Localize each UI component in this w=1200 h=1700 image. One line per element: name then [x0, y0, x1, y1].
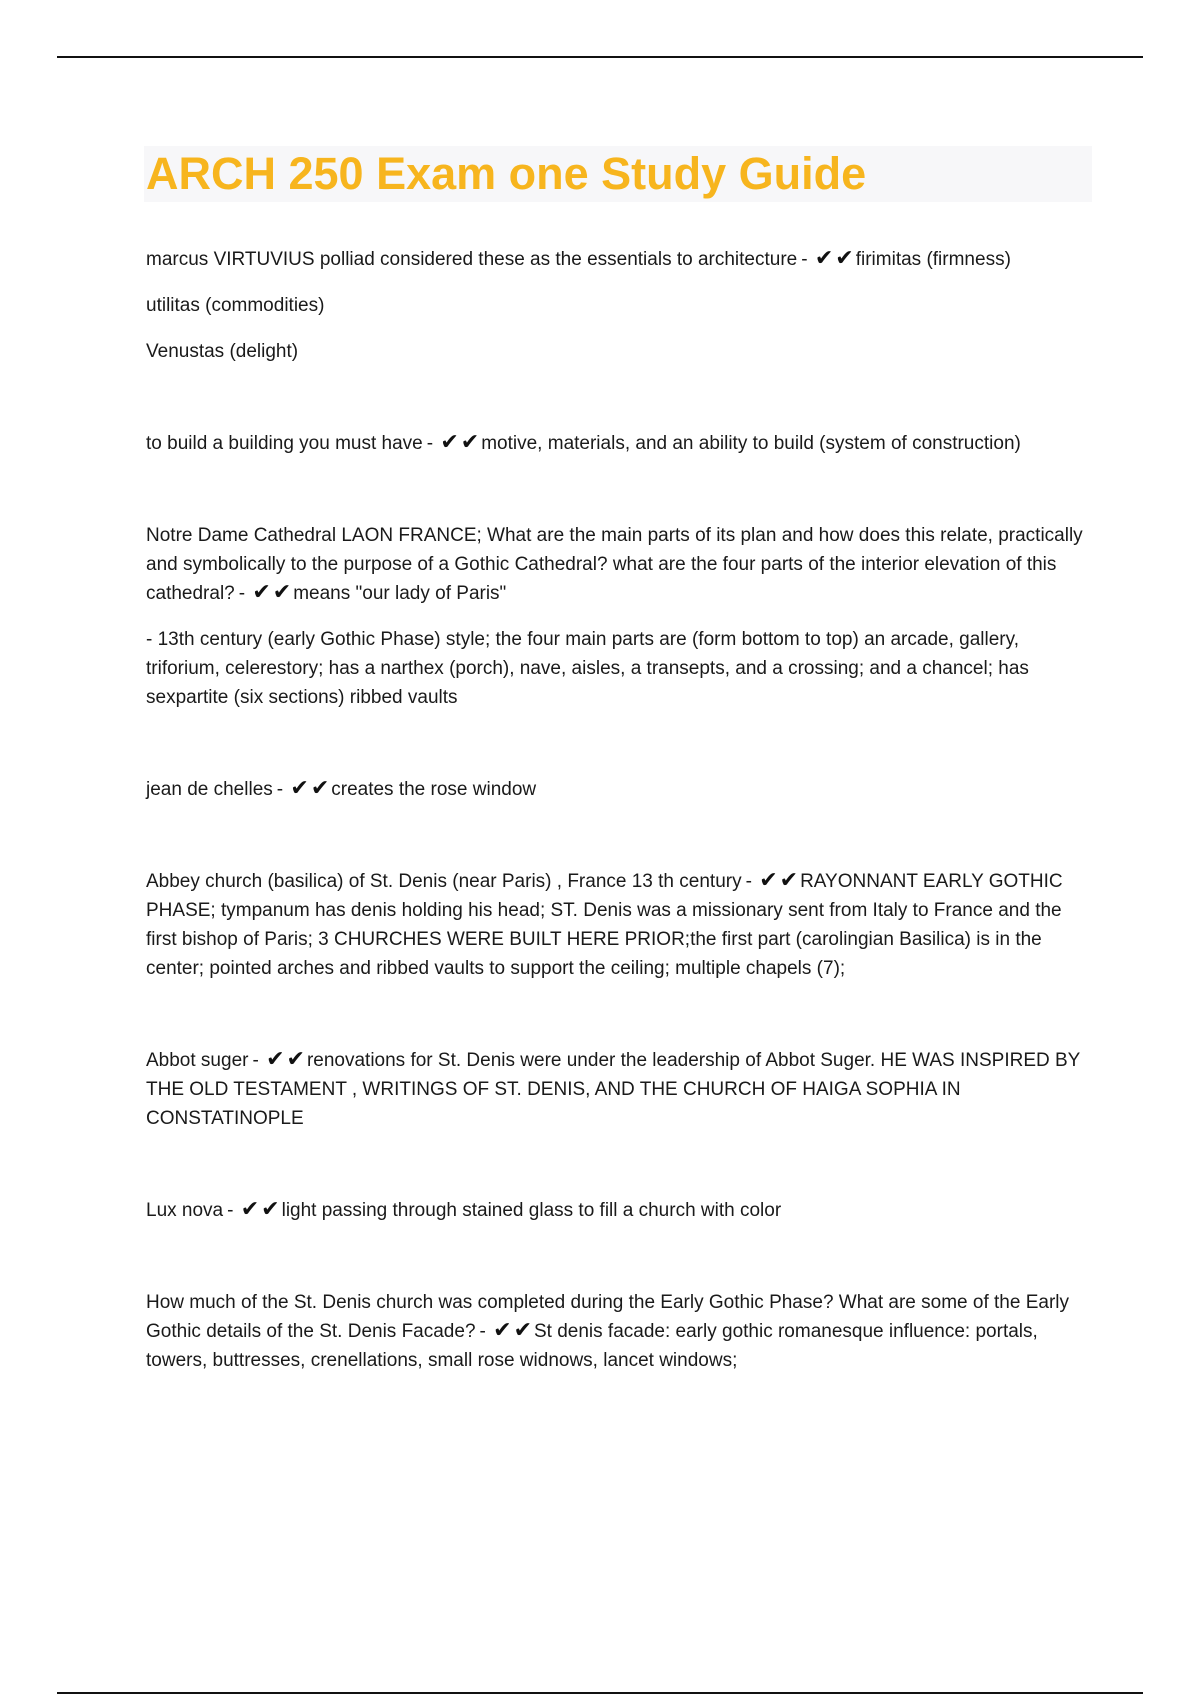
answer-text: firimitas (firmness) — [855, 249, 1011, 270]
separator: - — [227, 1200, 234, 1221]
answer-detail: - 13th century (early Gothic Phase) style; the four main parts are (form bottom to top) an arcade, gallery, triforium, celerestory; has a narthex (porch), nave, aisles, a transepts, and a crossing; and a chancel; has sexpartite (six sections) ribbed vaults — [146, 629, 1029, 708]
answer-text: renovations for St. Denis were under the leadership of Abbot Suger. HE WAS INSPIRED BY THE OLD TESTAMENT , WRITINGS OF ST. DENIS, AND THE CHURCH OF HAIGA SOPHIA IN CONSTATINOPLE — [146, 1050, 1081, 1129]
answer-line: utilitas (commodities) — [146, 295, 325, 316]
flashcard — [146, 521, 1092, 712]
flashcard — [146, 867, 1092, 983]
separator: - — [252, 1050, 259, 1071]
check-mark-icon: ✔ — [513, 1318, 532, 1343]
question-text: How much of the St. Denis church was completed during the Early Gothic Phase? What are some of the Early Gothic details of the St. Denis Facade? — [146, 1292, 1069, 1342]
flashcard-line — [146, 1196, 1092, 1225]
flashcard-line — [146, 521, 1092, 608]
separator: - — [276, 779, 284, 800]
check-mark-icon: ✔ — [835, 246, 854, 271]
flashcard — [146, 1288, 1092, 1375]
check-mark-icon: ✔ — [261, 1197, 280, 1222]
flashcard-line — [146, 775, 1092, 804]
check-mark-icon: ✔ — [460, 430, 480, 455]
flashcard-line — [146, 1288, 1092, 1375]
question-text: Lux nova — [146, 1200, 224, 1221]
flashcard — [146, 429, 1092, 458]
check-mark-icon: ✔ — [310, 776, 330, 801]
flashcard-line — [146, 867, 1092, 983]
flashcard-line — [146, 245, 1092, 274]
answer-text: means "our lady of Paris" — [293, 583, 507, 604]
answer-text: RAYONNANT EARLY GOTHIC PHASE; tympanum has denis holding his head; ST. Denis was a missionary sent from Italy to France and the first bishop of Paris; 3 CHURCHES WERE BUILT HERE PRIOR;the first part (carolingian Basilica) is in the center; pointed arches and ribbed vaults to support the ceiling; multiple chapels (7); — [146, 871, 1063, 979]
flashcard — [146, 1196, 1092, 1225]
page-title: ARCH 250 Exam one Study Guide — [146, 148, 867, 199]
separator: - — [479, 1321, 486, 1342]
separator: - — [238, 583, 246, 604]
flashcard — [146, 1046, 1092, 1133]
check-mark-icon: ✔ — [440, 430, 459, 455]
flashcard-line — [146, 1046, 1092, 1133]
answer-text: light passing through stained glass to fill a church with color — [281, 1200, 782, 1221]
separator: - — [745, 871, 752, 892]
answer-text: creates the rose window — [331, 779, 537, 800]
check-mark-icon: ✔ — [266, 1047, 285, 1072]
check-mark-icon: ✔ — [286, 1047, 305, 1072]
separator: - — [801, 249, 808, 270]
answer-text: St denis facade: early gothic romanesque influence: portals, towers, buttresses, crenellations, small rose widnows, lancet windows; — [146, 1321, 1038, 1371]
answer-text: motive, materials, and an ability to build (system of construction) — [481, 433, 1021, 454]
top-rule — [57, 56, 1143, 58]
check-mark-icon: ✔ — [240, 1197, 260, 1222]
check-mark-icon: ✔ — [252, 580, 271, 605]
separator: - — [426, 433, 434, 454]
flashcard-line — [146, 429, 1092, 458]
question-text: Notre Dame Cathedral LAON FRANCE; What are the main parts of its plan and how does this relate, practically and symbolically to the purpose of a Gothic Cathedral? what are the four parts of the interior elevation of this cathedral? — [146, 525, 1083, 604]
question-text: to build a building you must have — [146, 433, 423, 454]
bottom-rule — [57, 1692, 1143, 1694]
question-text: marcus VIRTUVIUS polliad considered these as the essentials to architecture — [146, 249, 798, 270]
flashcard — [146, 245, 1092, 366]
flashcard — [146, 775, 1092, 804]
check-mark-icon: ✔ — [759, 868, 778, 893]
check-mark-icon: ✔ — [272, 580, 292, 605]
check-mark-icon: ✔ — [814, 246, 834, 271]
study-guide-content — [146, 245, 1092, 1375]
question-text: Abbot suger — [146, 1050, 249, 1071]
check-mark-icon: ✔ — [493, 1318, 512, 1343]
answer-line: Venustas (delight) — [146, 341, 299, 362]
question-text: jean de chelles — [146, 779, 273, 800]
check-mark-icon: ✔ — [290, 776, 309, 801]
check-mark-icon: ✔ — [779, 868, 799, 893]
question-text: Abbey church (basilica) of St. Denis (near Paris) , France 13 th century — [146, 871, 742, 892]
